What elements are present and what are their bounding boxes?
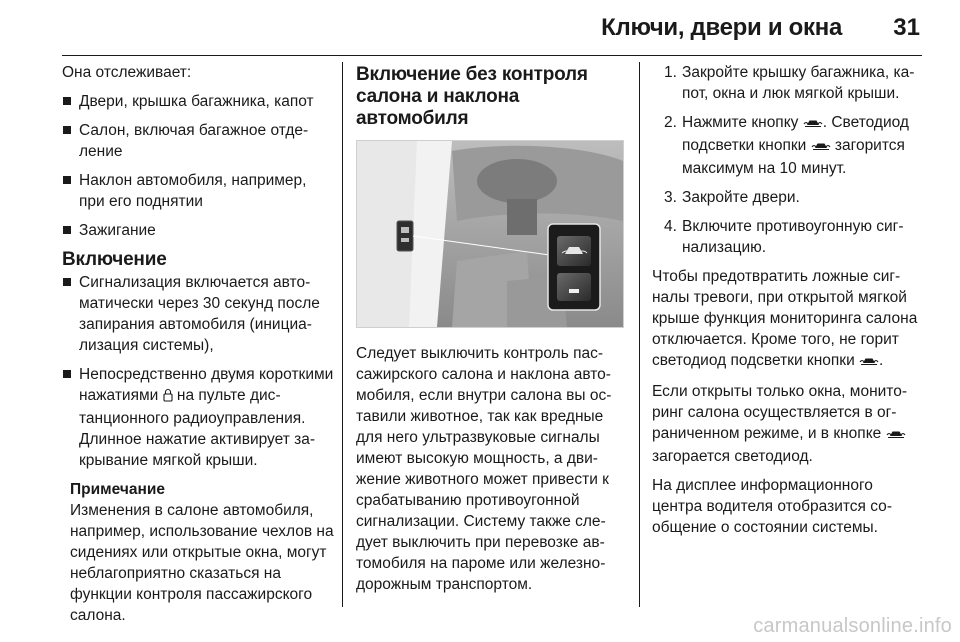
column-divider-2 — [639, 62, 640, 607]
list-item: Наклон автомобиля, например, при его поднятии — [62, 170, 334, 212]
step-text: Закройте двери. — [682, 189, 800, 206]
step-number: 4. — [664, 218, 677, 235]
list-item: Салон, включая багажное отделение — [62, 120, 334, 162]
activation-list — [62, 272, 334, 471]
paragraph-text: . — [879, 352, 884, 369]
header-divider — [62, 55, 922, 56]
car-tilt-icon — [811, 137, 831, 158]
list-item: Зажигание — [62, 220, 334, 241]
watermark: carmanualsonline.info — [753, 615, 952, 637]
list-item-text: Непосредственно двумя короткими нажатиями — [79, 366, 334, 404]
paragraph-text: загорается светодиод. — [652, 448, 813, 465]
lock-icon — [163, 387, 173, 408]
car-tilt-icon — [803, 114, 823, 135]
list-item — [652, 187, 924, 208]
step-number: 2. — [664, 114, 677, 131]
intro-text: Она отслеживает: — [62, 64, 192, 81]
car-tilt-icon — [859, 352, 879, 373]
column-1 — [62, 62, 334, 626]
step-text: Включите противоугонную сигнализацию. — [682, 218, 904, 256]
body-paragraph: На дисплее информационного центра водителя отобразится сообщение о состоянии системы. — [652, 477, 892, 536]
page-header — [0, 0, 960, 56]
button-photo — [356, 140, 624, 328]
page-number: 31 — [893, 14, 920, 41]
list-item — [652, 62, 924, 104]
body-paragraph — [652, 266, 924, 373]
body-paragraph: Следует выключить контроль пассажирского салона и наклона автомобиля, если внутри салона вы оставили животное, так как вредные для него ультразвуковые сигналы имеют высокую мощность, а движение животного может привести к срабатыванию противоугонной сигнализации. Систему также следует выключить при перевозке автомобиля на пароме или железнодорожным транспортом. — [356, 345, 612, 593]
steps-list — [652, 62, 924, 258]
paragraph-text: Если открыты только окна, мониторинг салона осуществляется в ограниченном режиме, и в кнопке — [652, 383, 908, 442]
step-text: загорится максимум на 10 минут. — [682, 137, 905, 177]
paragraph-text: Чтобы предотвратить ложные сигналы тревоги, при открытой мягкой крыше функция мониторинга салона отключается. Кроме того, не горит светодиод подсветки кнопки — [652, 268, 918, 369]
page-title: Ключи, двери и окна — [601, 14, 842, 41]
monitored-list — [62, 91, 334, 241]
note-text: Изменения в салоне автомобиля, например, использование чехлов на сидениях или открытые окна, могут неблагоприятно сказаться на функции контроля пассажирского салона. — [70, 502, 334, 624]
step-text: Нажмите кнопку — [682, 114, 799, 131]
column-2 — [356, 62, 626, 603]
dashboard-illustration — [357, 141, 623, 327]
column-divider-1 — [342, 62, 343, 607]
list-item: Сигнализация включается автоматически через 30 секунд после запирания автомобиля (инициализация системы), — [62, 272, 334, 356]
body-paragraph — [652, 381, 924, 467]
list-item: Двери, крышка багажника, капот — [62, 91, 334, 112]
note-label: Примечание — [70, 481, 165, 498]
step-text: Закройте крышку багажника, капот, окна и люк мягкой крыши. — [682, 64, 915, 102]
list-item — [652, 216, 924, 258]
activation-heading: Включение — [62, 249, 167, 270]
list-item — [652, 112, 924, 179]
step-number: 3. — [664, 189, 677, 206]
list-item-text: на пульте дистанционного радиоуправления. Длинное нажатие активирует закрывание мягкой крыши. — [79, 387, 316, 469]
step-number: 1. — [664, 64, 677, 81]
section-heading: Включение без контроля салона и наклона автомобиля — [356, 64, 588, 129]
column-3 — [652, 62, 924, 546]
list-item — [62, 364, 334, 471]
car-tilt-icon — [886, 425, 906, 446]
step-text: . Светодиод подсветки кнопки — [682, 114, 909, 154]
